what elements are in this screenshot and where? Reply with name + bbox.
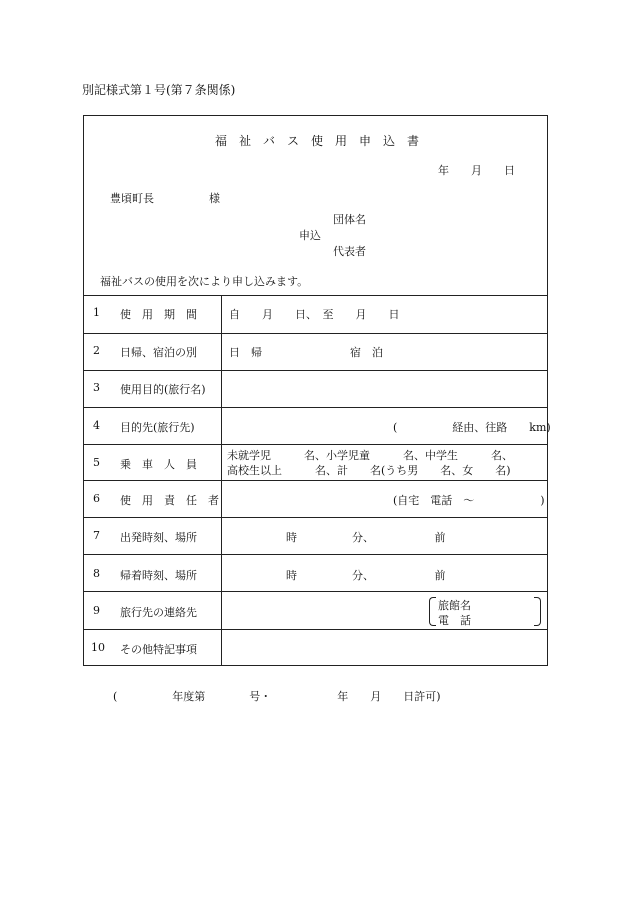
row-label: 日帰、宿泊の別 [120, 346, 197, 359]
arrival-field[interactable]: 時 分、 前 [286, 569, 446, 582]
row-divider [83, 295, 548, 296]
row-label: 目的先(旅行先) [120, 421, 195, 434]
usage-period-field[interactable]: 自 月 日、 至 月 日 [229, 308, 400, 321]
application-date: 年 月 日 [438, 164, 515, 177]
intro-text: 福祉バスの使用を次により申し込みます。 [100, 275, 309, 288]
inn-phone-field[interactable]: 電 話 [438, 614, 471, 627]
row-label: 使用目的(旅行名) [120, 383, 206, 396]
row-divider [83, 333, 548, 334]
row-divider [83, 407, 548, 408]
applicant-label: 申込 [299, 229, 321, 242]
approval-note: ( 年度第 号・ 年 月 日許可) [113, 690, 441, 703]
departure-field[interactable]: 時 分、 前 [286, 531, 446, 544]
row-divider [83, 480, 548, 481]
destination-field[interactable]: ( 経由、往路 km) [393, 421, 551, 434]
row-label: 帰着時刻、場所 [120, 569, 197, 582]
row-divider [83, 554, 548, 555]
row-number: 9 [93, 604, 100, 617]
row-label: 使 用 期 間 [120, 308, 197, 321]
row-divider [83, 370, 548, 371]
row-number: 3 [93, 381, 100, 394]
row-number: 1 [93, 306, 100, 319]
right-bracket [534, 597, 541, 626]
applicant-representative-label: 代表者 [333, 245, 366, 258]
row-divider [83, 444, 548, 445]
passenger-count-line2[interactable]: 高校生以上 名、計 名(うち男 名、女 名) [227, 464, 511, 477]
row-number: 10 [91, 641, 105, 654]
row-label: 出発時刻、場所 [120, 531, 197, 544]
row-label: その他特記事項 [120, 643, 197, 656]
row-label: 乗 車 人 員 [120, 458, 197, 471]
form-title: 福 祉 バ ス 使 用 申 込 書 [215, 134, 420, 148]
row-number: 5 [93, 456, 100, 469]
row-number: 2 [93, 344, 100, 357]
responsible-person-field[interactable]: (自宅 電話 ～ ) [393, 494, 545, 507]
row-label: 旅行先の連絡先 [120, 606, 197, 619]
row-label: 使 用 責 任 者 [120, 494, 219, 507]
row-divider [83, 629, 548, 630]
row-number: 8 [93, 567, 100, 580]
row-number: 7 [93, 529, 100, 542]
inn-name-field[interactable]: 旅館名 [438, 599, 471, 612]
column-divider [221, 295, 222, 666]
row-divider [83, 517, 548, 518]
applicant-organization-label: 団体名 [333, 213, 366, 226]
left-bracket [429, 597, 436, 626]
passenger-count-line1[interactable]: 未就学児 名、小学児童 名、中学生 名、 [227, 449, 513, 462]
addressee: 豊頃町長 様 [110, 192, 220, 205]
row-number: 6 [93, 492, 100, 505]
row-number: 4 [93, 419, 100, 432]
trip-type-field[interactable]: 日 帰 宿 泊 [229, 346, 383, 359]
form-number-note: 別記様式第１号(第７条関係) [82, 83, 236, 97]
row-divider [83, 591, 548, 592]
